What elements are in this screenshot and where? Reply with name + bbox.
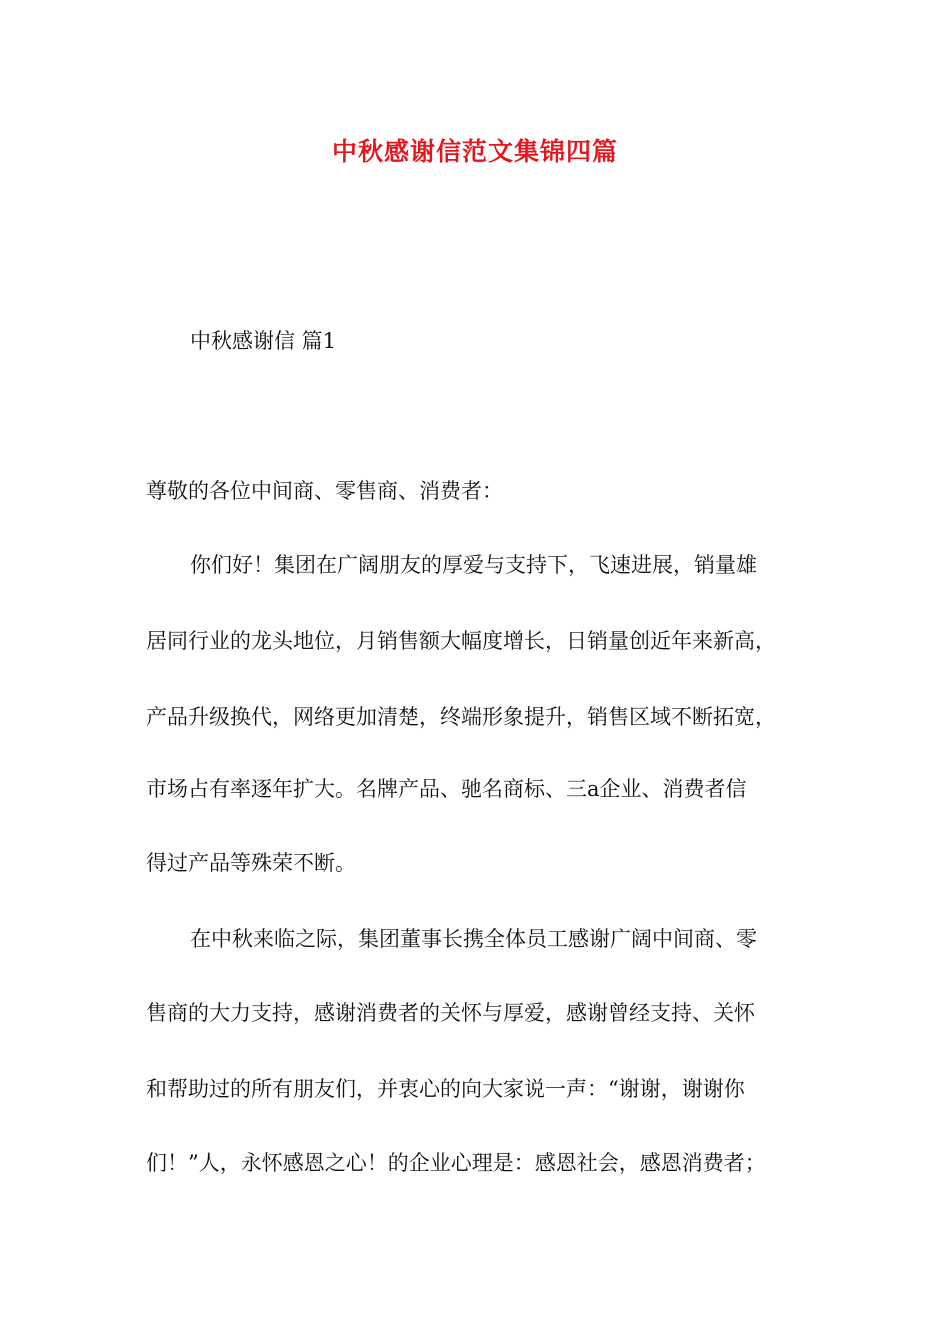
salutation: 尊敬的各位中间商、零售商、消费者： [146, 479, 503, 503]
paragraph-line: 市场占有率逐年扩大。名牌产品、驰名商标、三a企业、消费者信 [146, 777, 747, 801]
section-heading: 中秋感谢信 篇1 [190, 329, 337, 353]
paragraph-line: 在中秋来临之际，集团董事长携全体员工感谢广阔中间商、零 [190, 927, 757, 951]
paragraph-line: 居同行业的龙头地位，月销售额大幅度增长，日销量创近年来新高， [146, 629, 776, 653]
paragraph-line: 售商的大力支持，感谢消费者的关怀与厚爱，感谢曾经支持、关怀 [146, 1001, 755, 1025]
paragraph-line: 你们好！集团在广阔朋友的厚爱与支持下，飞速进展，销量雄 [190, 553, 757, 577]
paragraph-line: 和帮助过的所有朋友们，并衷心的向大家说一声：“谢谢，谢谢你 [146, 1077, 745, 1101]
paragraph-line: 们！”人，永怀感恩之心！的企业心理是：感恩社会，感恩消费者； [146, 1151, 766, 1175]
paragraph-line: 产品升级换代，网络更加清楚，终端形象提升，销售区域不断拓宽， [146, 705, 776, 729]
paragraph-line: 得过产品等殊荣不断。 [146, 851, 356, 875]
document-title: 中秋感谢信范文集锦四篇 [331, 137, 618, 166]
